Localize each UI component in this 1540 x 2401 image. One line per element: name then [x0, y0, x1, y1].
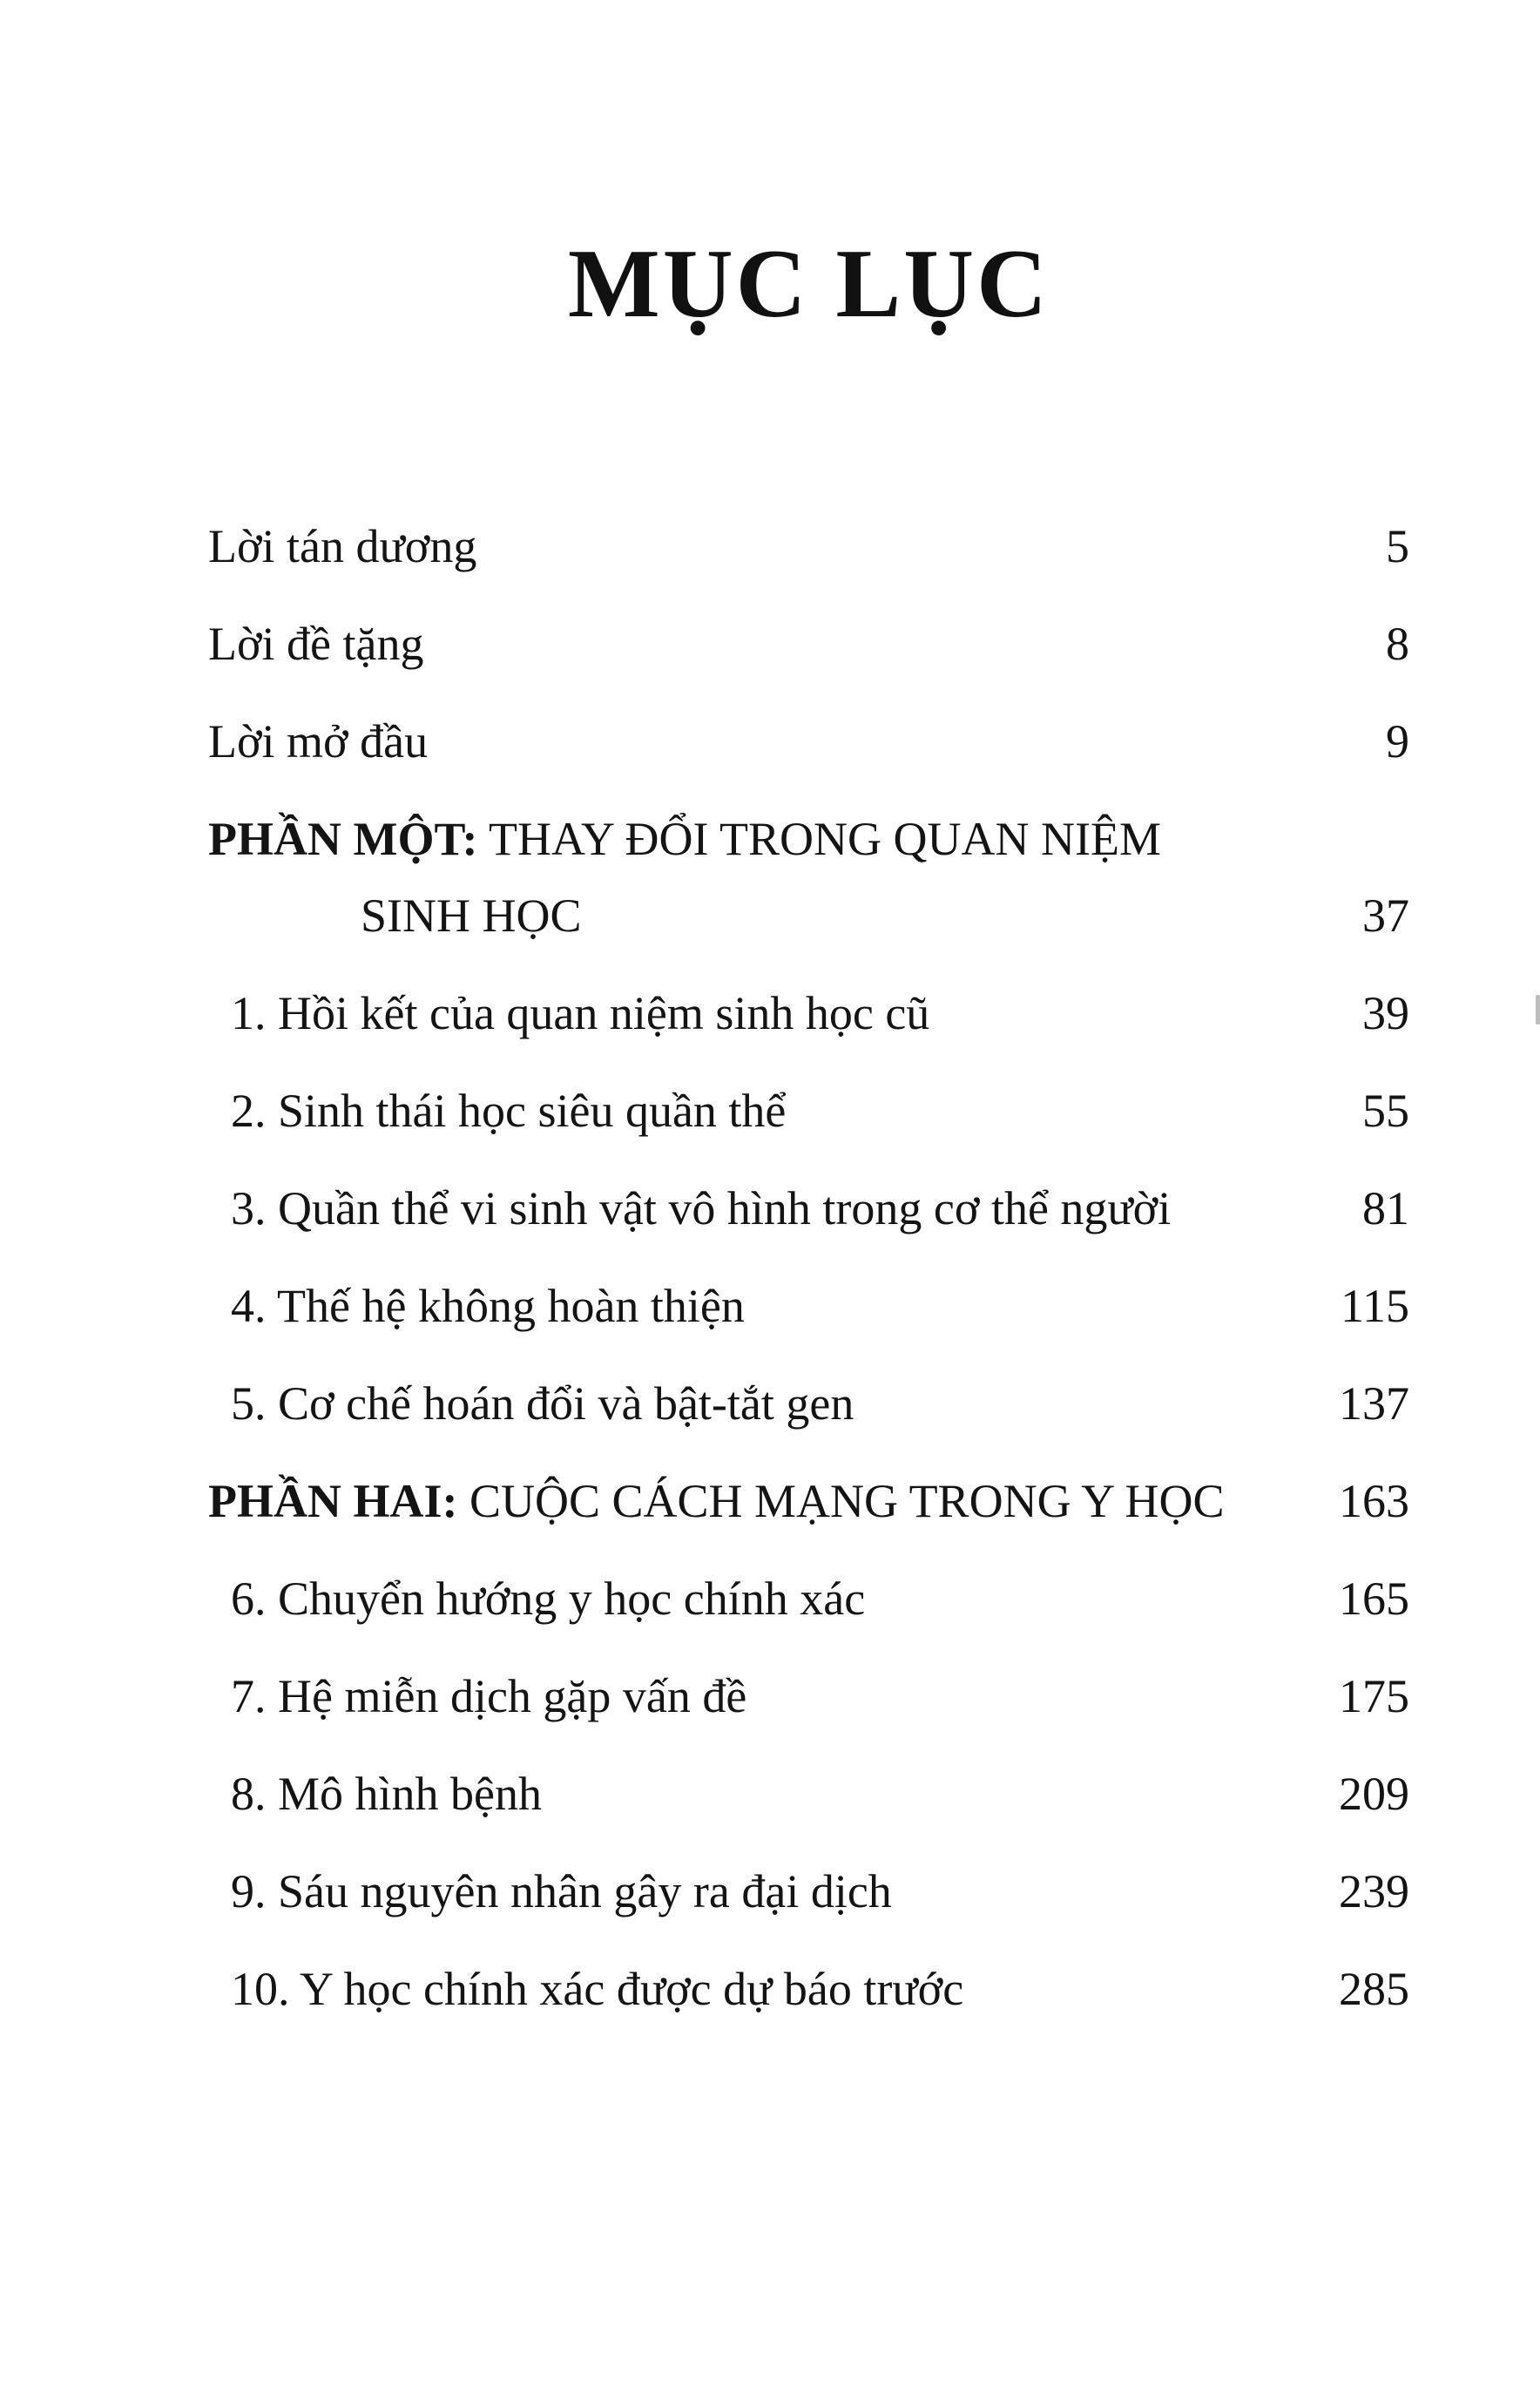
toc-entry-page: 5 [1386, 520, 1409, 572]
toc-part-title: THAY ĐỔI TRONG QUAN NIỆM [477, 813, 1161, 865]
toc-entry-page: 163 [1339, 1475, 1409, 1527]
toc-entry [208, 1560, 1409, 1637]
toc-part-entry [208, 801, 1409, 954]
toc-entry-page: 81 [1362, 1182, 1409, 1234]
toc-entry [208, 1365, 1409, 1442]
scan-edge-artifact [1536, 995, 1540, 1025]
toc-part-label [208, 1463, 1339, 1539]
toc-entry [208, 1853, 1409, 1930]
toc-entry-label: 7. Hệ miễn dịch gặp vấn đề [231, 1670, 747, 1722]
toc-part-line2: SINH HỌC [361, 889, 582, 942]
toc-entry-page: 115 [1341, 1280, 1409, 1332]
toc-entry-page: 175 [1339, 1670, 1409, 1722]
toc-entry-label: 6. Chuyển hướng y học chính xác [231, 1572, 866, 1625]
toc-part-label [208, 801, 1362, 954]
toc-part-entry [208, 1463, 1409, 1539]
toc-entry-label: 1. Hồi kết của quan niệm sinh học cũ [231, 987, 930, 1039]
toc-entry [208, 703, 1409, 780]
toc-entry [208, 508, 1409, 585]
toc-entry [208, 1755, 1409, 1832]
toc-part-prefix: PHẦN MỘT: [208, 813, 478, 865]
toc-entry [208, 1268, 1409, 1344]
toc-entry-page: 55 [1362, 1085, 1409, 1137]
toc-entry-page: 8 [1386, 618, 1409, 670]
toc-part-prefix: PHẦN HAI: [208, 1475, 458, 1527]
toc-entry-label: Lời đề tặng [208, 618, 424, 670]
toc-part-title: CUỘC CÁCH MẠNG TRONG Y HỌC [457, 1475, 1225, 1527]
toc-entry-page: 285 [1339, 1963, 1409, 2015]
toc-entry-label: Lời mở đầu [208, 715, 429, 768]
toc-entry-page: 9 [1386, 715, 1409, 768]
toc-entry [208, 1170, 1409, 1247]
toc-entry-page: 209 [1339, 1768, 1409, 1820]
toc-entry [208, 1951, 1409, 2027]
toc-entry-label: 8. Mô hình bệnh [231, 1768, 542, 1820]
toc-entry [208, 605, 1409, 682]
toc-entry-page: 37 [1362, 889, 1409, 942]
toc-entry-label: Lời tán dương [208, 520, 477, 572]
toc-entry-label: 4. Thế hệ không hoàn thiện [231, 1280, 745, 1332]
toc-entry-label: 9. Sáu nguyên nhân gây ra đại dịch [231, 1865, 892, 1917]
page-title: MỤC LỤC [568, 230, 1050, 338]
toc-entry-page: 137 [1339, 1377, 1409, 1430]
toc-entry-label: 3. Quần thể vi sinh vật vô hình trong cơ thể người [231, 1182, 1172, 1234]
toc-entry [208, 975, 1409, 1052]
toc-entry [208, 1658, 1409, 1735]
toc-entry-label: 2. Sinh thái học siêu quần thể [231, 1085, 787, 1137]
toc-entry-page: 39 [1362, 987, 1409, 1039]
toc-entry-page: 239 [1339, 1865, 1409, 1917]
toc-entry-label: 5. Cơ chế hoán đổi và bật-tắt gen [231, 1377, 854, 1430]
toc-entry [208, 1072, 1409, 1149]
toc-entry-page: 165 [1339, 1572, 1409, 1625]
toc-part-line1 [208, 813, 1161, 865]
toc-entry-label: 10. Y học chính xác được dự báo trước [231, 1963, 964, 2015]
